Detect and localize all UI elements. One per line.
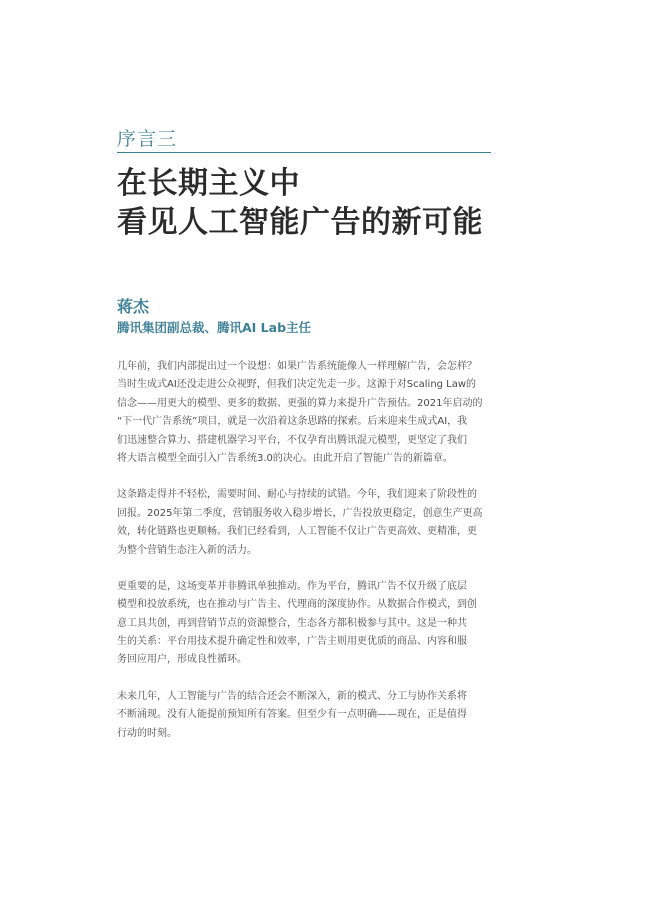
title-line-2: 看见人工智能广告的新可能 bbox=[117, 205, 483, 240]
paragraph-line: 回报。2025年第二季度，营销服务收入稳步增长，广告投放更稳定，创意生产更高 bbox=[117, 507, 483, 519]
paragraph-line: 们迅速整合算力、搭建机器学习平台，不仅孕育出腾讯混元模型，更坚定了我们 bbox=[117, 434, 467, 446]
author-role: 腾讯集团副总裁、腾讯AI Lab主任 bbox=[117, 320, 312, 335]
paragraph bbox=[117, 688, 491, 743]
paragraph-line: 几年前，我们内部提出过一个设想：如果广告系统能像人一样理解广告，会怎样？ bbox=[117, 361, 477, 372]
paragraph-line: 未来几年，人工智能与广告的结合还会不断深入，新的模式、分工与协作关系将 bbox=[117, 690, 467, 702]
paragraph-line: 更重要的是，这场变革并非腾讯单独推动。作为平台，腾讯广告不仅升级了底层 bbox=[117, 580, 467, 592]
paragraph-line: 将大语言模型全面引入广告系统3.0的决心。由此开启了智能广告的新篇章。 bbox=[117, 452, 453, 464]
title-line-1: 在长期主义中 bbox=[117, 166, 300, 201]
section-label: 序言三 bbox=[117, 128, 178, 150]
paragraph-line: 意工具共创，再到营销节点的资源整合，生态各方都积极参与其中。这是一种共 bbox=[117, 617, 467, 629]
paragraph bbox=[117, 358, 491, 468]
paragraph-line: “下一代广告系统”项目，就是一次沿着这条思路的探索。后来迎来生成式AI，我 bbox=[117, 416, 468, 428]
paragraph-line: 模型和投放系统，也在推动与广告主、代理商的深度协作。从数据合作模式，到创 bbox=[117, 599, 477, 611]
paragraph-line: 为整个营销生态注入新的活力。 bbox=[117, 544, 257, 556]
paragraph-line: 效，转化链路也更顺畅。我们已经看到，人工智能不仅让广告更高效、更精准，更 bbox=[117, 526, 477, 538]
paragraph-line: 生的关系：平台用技术提升确定性和效率，广告主则用更优质的商品、内容和服 bbox=[117, 636, 467, 648]
author-name: 蒋杰 bbox=[117, 297, 150, 316]
section-divider bbox=[117, 152, 491, 153]
paragraph-line: 这条路走得并不轻松，需要时间、耐心与持续的试错。今年，我们迎来了阶段性的 bbox=[117, 489, 477, 501]
paragraph bbox=[117, 578, 491, 670]
paragraph-line: 务回应用户，形成良性循环。 bbox=[117, 654, 247, 666]
paragraph-line: 行动的时刻。 bbox=[117, 727, 177, 739]
paragraph bbox=[117, 486, 491, 560]
paragraph-line: 不断涌现。没有人能提前预知所有答案。但至少有一点明确——现在，正是值得 bbox=[117, 709, 467, 721]
paragraph-line: 当时生成式AI还没走进公众视野，但我们决定先走一步。这源于对Scaling Law的 bbox=[117, 379, 477, 391]
page-title bbox=[117, 164, 491, 242]
body-text bbox=[117, 358, 491, 761]
paragraph-line: 信念——用更大的模型、更多的数据、更强的算力来提升广告预估。2021年启动的 bbox=[117, 397, 483, 409]
